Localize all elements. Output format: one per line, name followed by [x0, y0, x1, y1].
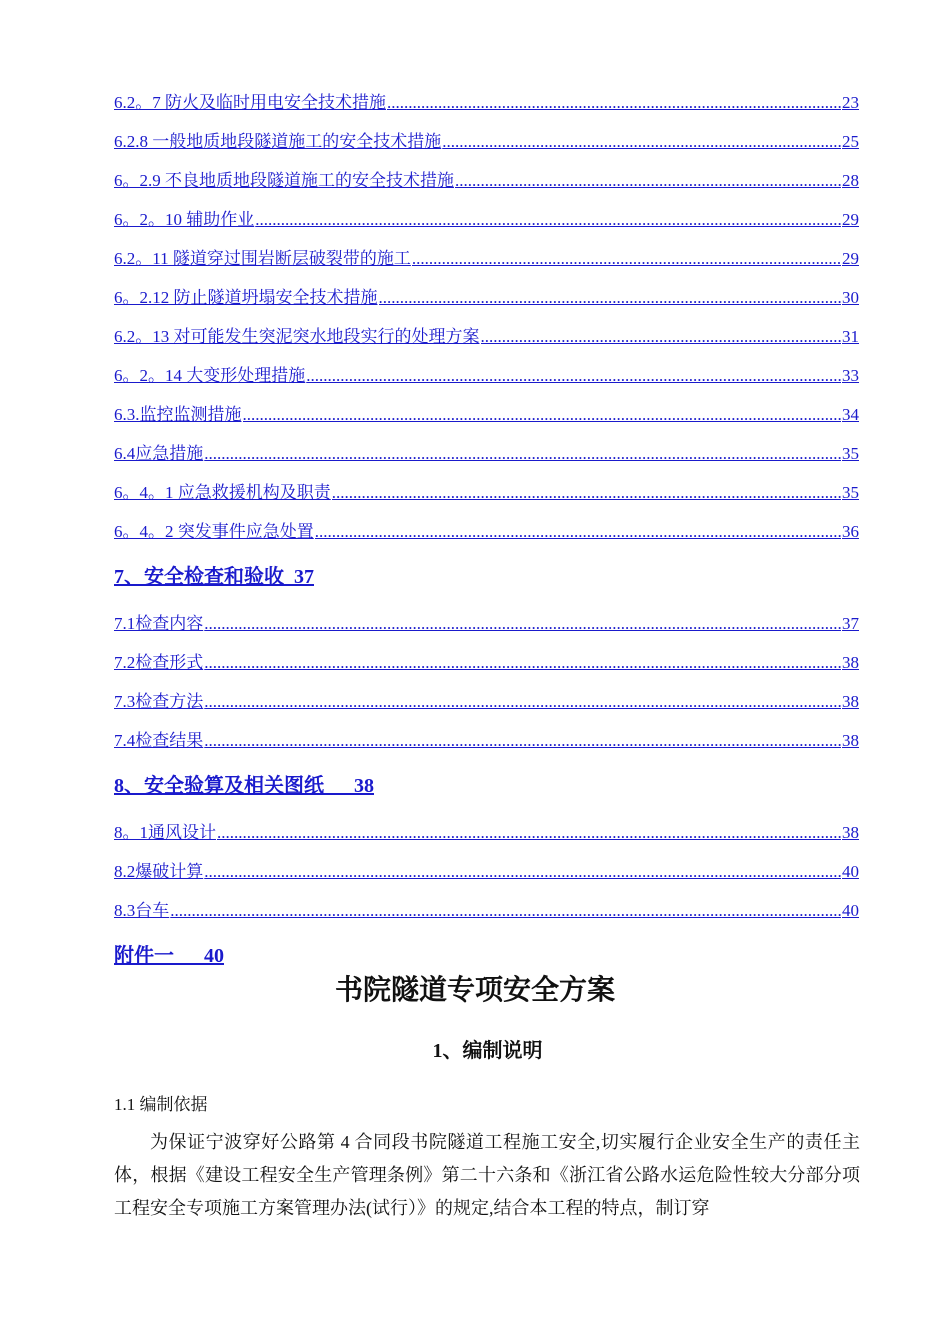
toc-entry-6-4-2[interactable] [114, 519, 859, 558]
toc-entry-title: 6.2.8 一般地质地段隧道施工的安全技术措施 [114, 132, 442, 151]
toc-leader-dots [204, 728, 841, 754]
toc-entry-6-2-13[interactable] [114, 324, 859, 363]
toc-entry-title: 7.2检查形式 [114, 653, 204, 672]
toc-entry-title: 6.2。11 隧道穿过围岩断层破裂带的施工 [114, 249, 411, 268]
toc-entry-page: 38 [842, 731, 859, 750]
toc-entry-page: 30 [842, 288, 859, 307]
table-of-contents [114, 90, 859, 990]
toc-entry-title: 6.2。13 对可能发生突泥突水地段实行的处理方案 [114, 327, 480, 346]
toc-entry-page: 28 [842, 171, 859, 190]
toc-leader-dots [315, 519, 841, 545]
toc-leader-dots [204, 689, 841, 715]
toc-entry-page: 29 [842, 249, 859, 268]
toc-entry-6-2-7[interactable] [114, 90, 859, 129]
toc-leader-dots [481, 324, 842, 350]
toc-entry-page: 31 [842, 327, 859, 346]
toc-entry-page: 35 [842, 444, 859, 463]
toc-leader-dots [217, 820, 841, 846]
toc-entry-title: 6。2.9 不良地质地段隧道施工的安全技术措施 [114, 171, 454, 190]
toc-entry-title: 8.2爆破计算 [114, 862, 204, 881]
document-title: 书院隧道专项安全方案 [334, 973, 615, 1006]
toc-entry-title: 8。1通风设计 [114, 823, 216, 842]
toc-entry-6-2-8[interactable] [114, 129, 859, 168]
toc-entry-title: 6。2。10 辅助作业 [114, 210, 255, 229]
toc-entry-6-2-9[interactable] [114, 168, 859, 207]
toc-appendix[interactable]: 附件一 40 [114, 945, 224, 967]
toc-leader-dots [204, 650, 841, 676]
toc-entry-title: 6.2。7 防火及临时用电安全技术措施 [114, 93, 386, 112]
toc-entry-page: 25 [842, 132, 859, 151]
toc-entry-6-2-10[interactable] [114, 207, 859, 246]
toc-entry-title: 7.1检查内容 [114, 614, 204, 633]
toc-heading-8[interactable]: 8、安全验算及相关图纸 38 [114, 775, 374, 797]
section-heading: 1、编制说明 [432, 1040, 543, 1062]
toc-entry-title: 6.4应急措施 [114, 444, 204, 463]
toc-entry-6-3[interactable] [114, 402, 859, 441]
toc-leader-dots [379, 285, 842, 311]
toc-leader-dots [204, 859, 841, 885]
toc-entry-6-4[interactable] [114, 441, 859, 480]
toc-entry-page: 36 [842, 522, 859, 541]
toc-entry-title: 6。2.12 防止隧道坍塌安全技术措施 [114, 288, 378, 307]
toc-entry-page: 37 [842, 614, 859, 633]
toc-entry-page: 23 [842, 93, 859, 112]
toc-leader-dots [412, 246, 841, 272]
toc-entry-title: 8.3台车 [114, 901, 170, 920]
toc-entry-8-3[interactable] [114, 898, 859, 937]
toc-leader-dots [255, 207, 841, 233]
subsection-heading: 1.1 编制依据 [114, 1095, 208, 1114]
toc-leader-dots [332, 480, 841, 506]
toc-leader-dots [455, 168, 841, 194]
toc-entry-title: 6。4。1 应急救援机构及职责 [114, 483, 331, 502]
toc-leader-dots [387, 90, 841, 116]
toc-leader-dots [170, 898, 841, 924]
toc-entry-6-2-14[interactable] [114, 363, 859, 402]
toc-entry-8-1[interactable] [114, 820, 859, 859]
toc-entry-page: 34 [842, 405, 859, 424]
toc-entry-page: 29 [842, 210, 859, 229]
toc-leader-dots [204, 441, 841, 467]
toc-entry-6-2-12[interactable] [114, 285, 859, 324]
toc-entry-page: 40 [842, 862, 859, 881]
toc-entry-title: 6。2。14 大变形处理措施 [114, 366, 306, 385]
toc-entry-6-2-11[interactable] [114, 246, 859, 285]
toc-entry-7-4[interactable] [114, 728, 859, 767]
toc-leader-dots [442, 129, 841, 155]
toc-entry-page: 38 [842, 823, 859, 842]
toc-entry-title: 7.4检查结果 [114, 731, 204, 750]
toc-leader-dots [204, 611, 841, 637]
toc-entry-title: 6。4。2 突发事件应急处置 [114, 522, 314, 541]
toc-entry-7-1[interactable] [114, 611, 859, 650]
toc-entry-8-2[interactable] [114, 859, 859, 898]
toc-heading-7[interactable]: 7、安全检查和验收 37 [114, 566, 314, 588]
toc-entry-page: 38 [842, 692, 859, 711]
toc-entry-7-3[interactable] [114, 689, 859, 728]
toc-leader-dots [243, 402, 842, 428]
body-paragraph: 为保证宁波穿好公路第 4 合同段书院隧道工程施工安全,切实履行企业安全生产的责任主体，根据《建设工程安全生产管理条例》第二十六条和《浙江省公路水运危险性较大分部分项工程安全专项施工方案管理办法(试行）》的规定,结合本工程的特点，制订穿 [114, 1132, 860, 1218]
toc-entry-page: 33 [842, 366, 859, 385]
toc-entry-title: 6.3.监控监测措施 [114, 405, 242, 424]
toc-entry-page: 40 [842, 901, 859, 920]
toc-entry-title: 7.3检查方法 [114, 692, 204, 711]
toc-entry-page: 38 [842, 653, 859, 672]
toc-entry-page: 35 [842, 483, 859, 502]
toc-entry-6-4-1[interactable] [114, 480, 859, 519]
toc-leader-dots [306, 363, 841, 389]
toc-entry-7-2[interactable] [114, 650, 859, 689]
